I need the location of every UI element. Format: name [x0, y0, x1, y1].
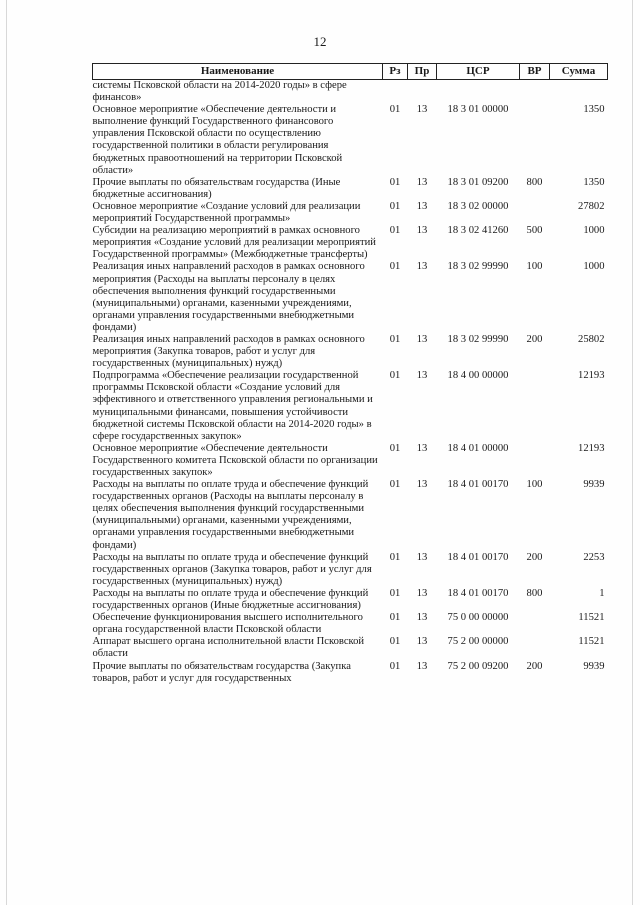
header-csr: ЦСР	[437, 64, 520, 80]
scan-edge-right	[632, 0, 633, 905]
cell-sum: 1	[599, 587, 605, 599]
cell-name: Расходы на выплаты по оплате труда и обеспечение функций государственных органов (Расходы на выплаты персоналу в целях обеспечения выполнения функций государственными (муниципальными) органами, казенными учреждениями, органами управления государственными внебюджетными фондами)	[92, 479, 369, 551]
cell-sum: 1000	[583, 261, 605, 273]
cell-csr: 18 3 01 09200	[447, 176, 509, 188]
cell-rz: 01	[389, 442, 401, 454]
cell-pr: 13	[416, 333, 428, 345]
cell-rz: 01	[389, 104, 401, 116]
cell-csr: 18 4 01 00170	[447, 587, 509, 599]
cell-pr: 13	[416, 225, 428, 237]
table-row	[93, 479, 608, 552]
cell-pr: 13	[416, 587, 428, 599]
table-row	[93, 370, 608, 443]
cell-name: Реализация иных направлений расходов в рамках основного мероприятия (Закупка товаров, работ и услуг для государственных (муниципальных) нужд)	[92, 333, 365, 370]
cell-csr: 18 3 01 00000	[447, 104, 509, 116]
cell-csr: 18 4 01 00000	[447, 442, 509, 454]
cell-sum: 11521	[578, 636, 605, 648]
header-rz: Рз	[383, 64, 408, 80]
cell-name: Обеспечение функционирования высшего исполнительного органа государственной власти Псковской области	[92, 612, 363, 636]
cell-rz: 01	[389, 370, 401, 382]
cell-rz: 01	[389, 176, 401, 188]
cell-name: Прочие выплаты по обязательствам государства (Закупка товаров, работ и услуг для государственных	[92, 660, 351, 684]
cell-name: Аппарат высшего органа исполнительной власти Псковской области	[92, 636, 365, 660]
cell-sum	[550, 80, 608, 105]
cell-sum: 1350	[583, 104, 605, 116]
cell-pr	[408, 80, 437, 105]
cell-vr: 100	[526, 479, 543, 491]
cell-vr	[520, 443, 550, 479]
cell-sum: 9939	[583, 660, 605, 672]
cell-vr	[520, 370, 550, 443]
table-row	[93, 552, 608, 588]
cell-csr: 18 3 02 99990	[447, 261, 509, 273]
cell-vr: 100	[526, 261, 543, 273]
cell-rz: 01	[389, 261, 401, 273]
cell-vr: 200	[526, 333, 543, 345]
cell-pr: 13	[416, 660, 428, 672]
cell-csr: 18 4 01 00170	[447, 551, 509, 563]
cell-rz: 01	[389, 333, 401, 345]
cell-name: Реализация иных направлений расходов в рамках основного мероприятия (Расходы на выплаты персоналу в целях обеспечения выполнения функций государственными (муниципальными) органами, казенными учреждениями, органами управления государственными внебюджетными фондами)	[92, 261, 365, 333]
cell-rz: 01	[389, 479, 401, 491]
cell-pr: 13	[416, 479, 428, 491]
table-row	[93, 612, 608, 636]
cell-name: системы Псковской области на 2014-2020 годы» в сфере финансов»	[92, 80, 347, 104]
table-row	[93, 636, 608, 660]
cell-pr: 13	[416, 636, 428, 648]
header-pr: Пр	[408, 64, 437, 80]
cell-vr: 200	[526, 551, 543, 563]
header-name: Наименование	[93, 64, 383, 80]
cell-vr	[520, 104, 550, 177]
scan-edge-left	[6, 0, 7, 905]
budget-table	[92, 63, 608, 685]
cell-pr: 13	[416, 370, 428, 382]
cell-rz: 01	[389, 551, 401, 563]
cell-csr: 18 3 02 00000	[447, 200, 509, 212]
cell-vr	[520, 636, 550, 660]
table-row	[93, 80, 608, 105]
table-row	[93, 661, 608, 685]
cell-vr	[520, 612, 550, 636]
table-row	[93, 177, 608, 201]
cell-rz	[383, 80, 408, 105]
cell-rz: 01	[389, 200, 401, 212]
cell-rz: 01	[389, 612, 401, 624]
cell-sum: 11521	[578, 612, 605, 624]
header-vr: ВР	[520, 64, 550, 80]
cell-name: Субсидии на реализацию мероприятий в рамках основного мероприятия «Создание условий для реализации мероприятий Государственной программы» (Межбюджетные трансферты)	[92, 225, 376, 261]
table-row	[93, 443, 608, 479]
cell-pr: 13	[416, 176, 428, 188]
table-header-row	[93, 64, 608, 80]
cell-name: Основное мероприятие «Обеспечение деятельности Государственного комитета Псковской области по организации государственных закупок»	[92, 442, 378, 478]
page-number: 12	[313, 34, 327, 49]
cell-rz: 01	[389, 225, 401, 237]
cell-vr: 200	[526, 660, 543, 672]
table-row	[93, 201, 608, 225]
cell-rz: 01	[389, 636, 401, 648]
cell-rz: 01	[389, 587, 401, 599]
cell-sum: 1350	[583, 176, 605, 188]
cell-sum: 25802	[578, 333, 605, 345]
cell-pr: 13	[416, 442, 428, 454]
cell-csr: 75 0 00 00000	[447, 612, 509, 624]
cell-pr: 13	[416, 104, 428, 116]
cell-pr: 13	[416, 551, 428, 563]
cell-sum: 12193	[578, 370, 605, 382]
table-row	[93, 261, 608, 334]
cell-csr: 75 2 00 00000	[447, 636, 509, 648]
cell-vr	[520, 201, 550, 225]
cell-name: Подпрограмма «Обеспечение реализации государственной программы Псковской области «Создание условий для эффективного и ответственного управления региональными и муниципальными финансами, повышения устойчивости бюджетной системы Псковской области на 2014-2020 годы» в сфере государственных закупок»	[92, 370, 373, 442]
header-sum: Сумма	[550, 64, 608, 80]
cell-sum: 27802	[578, 200, 605, 212]
table-row	[93, 588, 608, 612]
cell-rz: 01	[389, 660, 401, 672]
table-row	[93, 334, 608, 370]
cell-pr: 13	[416, 261, 428, 273]
cell-name: Расходы на выплаты по оплате труда и обеспечение функций государственных органов (Иные бюджетные ассигнования)	[92, 587, 369, 612]
cell-sum: 12193	[578, 442, 605, 454]
cell-vr: 800	[526, 176, 543, 188]
cell-pr: 13	[416, 612, 428, 624]
cell-csr: 75 2 00 09200	[447, 660, 509, 672]
cell-name: Основное мероприятие «Создание условий для реализации мероприятий Государственной программы»	[92, 200, 361, 225]
cell-name: Расходы на выплаты по оплате труда и обеспечение функций государственных органов (Закупка товаров, работ и услуг для государственных (муниципальных) нужд)	[92, 551, 372, 587]
cell-csr	[437, 80, 520, 105]
cell-vr: 800	[526, 587, 543, 599]
table-row	[93, 225, 608, 261]
cell-name: Прочие выплаты по обязательствам государства (Иные бюджетные ассигнования)	[92, 176, 341, 200]
cell-sum: 2253	[583, 551, 605, 563]
cell-csr: 18 3 02 41260	[447, 225, 509, 237]
cell-vr	[520, 80, 550, 105]
cell-sum: 1000	[583, 225, 605, 237]
cell-pr: 13	[416, 200, 428, 212]
cell-name: Основное мероприятие «Обеспечение деятельности и выполнение функций Государственного финансового управления Псковской области по осуществлению государственной политики в области регулирования бюджетных правоотношений на территории Псковской области»	[92, 104, 343, 176]
cell-sum: 9939	[583, 479, 605, 491]
cell-csr: 18 4 01 00170	[447, 479, 509, 491]
cell-csr: 18 3 02 99990	[447, 333, 509, 345]
table-row	[93, 104, 608, 177]
cell-vr: 500	[526, 225, 543, 237]
cell-csr: 18 4 00 00000	[447, 370, 509, 382]
